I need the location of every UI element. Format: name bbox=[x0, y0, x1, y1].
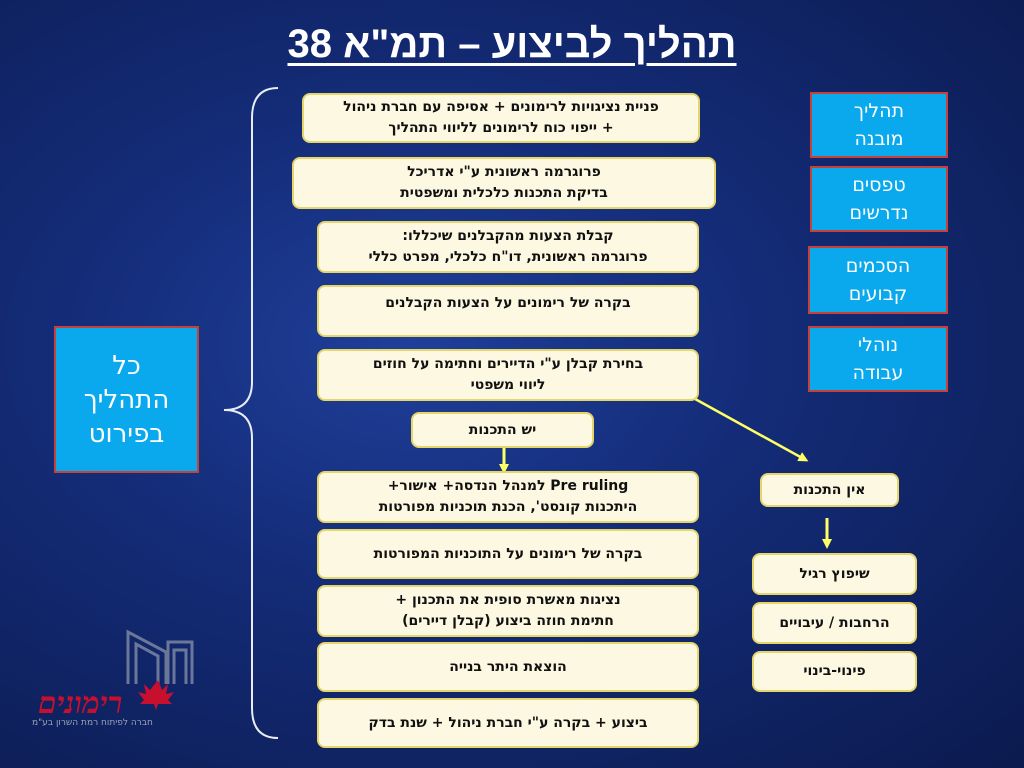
side-label-agreements[interactable] bbox=[808, 246, 948, 314]
side-label-line: הסכמים bbox=[845, 255, 911, 277]
feasible-step-2 bbox=[317, 529, 699, 579]
bracket bbox=[224, 88, 278, 738]
step-line: בקרה של רימונים על הצעות הקבלנים bbox=[385, 295, 631, 311]
feasible-step-5 bbox=[317, 698, 699, 748]
alternative-text: הרחבות / עיבויים bbox=[779, 614, 890, 631]
side-label-line: תהליך bbox=[853, 100, 905, 122]
side-label-forms[interactable] bbox=[810, 166, 948, 232]
step-line: בחירת קבלן ע"י הדיירים וחתימה על חוזים bbox=[372, 356, 644, 372]
overview-line: כל bbox=[112, 350, 141, 381]
step-line: ביצוע + בקרה ע"י חברת ניהול + שנת בדק bbox=[368, 714, 648, 731]
side-label-line: עבודה bbox=[852, 362, 904, 384]
alternative-text: שיפוץ רגיל bbox=[799, 565, 870, 582]
step-box-2 bbox=[292, 157, 716, 209]
step-line: פרוגרמה ראשונית, דו"ח כלכלי, מפרט כללי bbox=[368, 249, 648, 265]
step-line: בקרה של רימונים על התוכניות המפורטות bbox=[373, 545, 643, 562]
step-line: חתימת חוזה ביצוע (קבלן דיירים) bbox=[402, 613, 614, 629]
step-line: פניית נציגויות לרימונים + אסיפה עם חברת ניהול bbox=[343, 99, 659, 115]
step-box-1 bbox=[302, 93, 700, 143]
alternative-extensions bbox=[752, 602, 917, 644]
side-label-procedures[interactable] bbox=[808, 326, 948, 392]
alternative-text: פינוי-בינוי bbox=[803, 663, 866, 679]
overview-line: התהליך bbox=[83, 384, 170, 415]
step-box-3 bbox=[317, 221, 699, 273]
feasible-text: יש התכנות bbox=[468, 421, 537, 438]
side-label-line: נוהלי bbox=[857, 334, 899, 356]
overview-line: בפירוט bbox=[88, 418, 165, 449]
not-feasible-label bbox=[760, 473, 899, 507]
side-label-line: נדרשים bbox=[849, 202, 909, 224]
step-line: היתכנות קונסט', הכנת תוכניות מפורטות bbox=[378, 499, 638, 515]
side-label-line: קבועים bbox=[848, 283, 908, 305]
step-line: Pre ruling למנהל הנדסה+ אישור+ bbox=[387, 478, 629, 494]
step-box-4 bbox=[317, 285, 699, 337]
overview-box bbox=[54, 326, 199, 473]
side-label-line: טפסים bbox=[852, 174, 906, 196]
step-line: ליווי משפטי bbox=[470, 377, 546, 393]
feasible-step-4 bbox=[317, 642, 699, 692]
feasible-label bbox=[411, 412, 594, 448]
logo-tagline: חברה לפיתוח רמת השרון בע"מ bbox=[32, 718, 153, 728]
step-line: הוצאת היתר בנייה bbox=[449, 658, 567, 675]
feasible-step-3 bbox=[317, 585, 699, 637]
logo-name: רימונים bbox=[38, 686, 123, 721]
step-line: קבלת הצעות מהקבלנים שיכללו: bbox=[402, 228, 614, 244]
alternative-regular-renovation bbox=[752, 553, 917, 595]
step-line: נציגות מאשרת סופית את התכנון + bbox=[395, 592, 621, 608]
page-title: תהליך לביצוע – תמ"א 38 bbox=[287, 22, 737, 66]
step-line: פרוגרמה ראשונית ע"י אדריכל bbox=[407, 164, 601, 180]
side-label-structured-process[interactable] bbox=[810, 92, 948, 158]
step-box-5 bbox=[317, 349, 699, 401]
step-line: בדיקת התכנות כלכלית ומשפטית bbox=[400, 185, 608, 201]
not-feasible-text: אין התכנות bbox=[793, 481, 866, 498]
feasible-step-1 bbox=[317, 471, 699, 523]
step-line: + ייפוי כוח לרימונים לליווי התהליך bbox=[388, 120, 614, 136]
alternative-evacuation-construction bbox=[752, 651, 917, 692]
side-label-line: מובנה bbox=[854, 128, 904, 150]
